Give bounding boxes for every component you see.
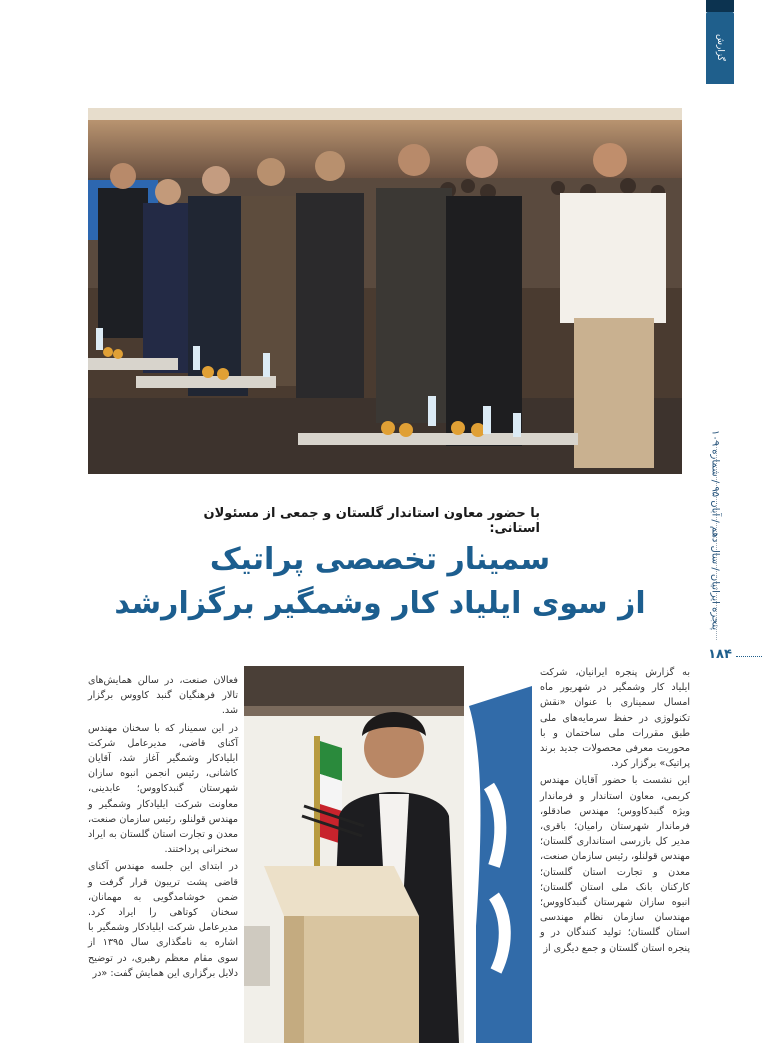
article-title-line2: از سوی ایلیاد کار وشمگیر برگزارشد	[114, 586, 646, 621]
article-title-line1: سمینار تخصصی پراتیک	[209, 542, 551, 577]
paragraph: در ابتدای این جلسه مهندس آکنای قاضی پشت تریبون قرار گرفت و ضمن خوشامدگویی به مهمانان، سخنان کوتاهی را ایراد کرد. مدیرعامل شرکت ایلیادکار وشمگیر با اشاره به نامگذاری سال ۱۳۹۵ از سوی مقام معظم رهبری، در توضیح دلایل برگزاری این همایش گفت: «در	[88, 861, 238, 979]
folio	[704, 430, 726, 630]
article-subhead: با حضور معاون استاندار گلستان و جمعی از مسئولان استانی:	[203, 506, 540, 536]
folio-text: پنجره ایرانیان / سال دهم / آبان ۹۵ / شماره ۱۰۹	[709, 429, 721, 631]
section-tab-cap	[706, 0, 734, 12]
section-label: گزارش	[715, 34, 725, 62]
officials-photo	[88, 108, 682, 474]
body-column-right	[540, 665, 690, 958]
paragraph: به گزارش پنجره ایرانیان، شرکت ایلیاد کار وشمگیر در شهریور ماه امسال سمیناری با عنوان «نقش تکنولوژی در حفظ سرمایه‌های ملی طبق مقررات ملی ساختمان و با محوریت معرفی محصولات جدید برند پراتیک» برگزار کرد.	[540, 667, 690, 770]
paragraph: این نشست با حضور آقایان مهندس کریمی، معاون استاندار و فرماندار ویژه گنبدکاووس؛ مهندس صادقلو، فرماندار شهرستان رامیان؛ باقری، مدیر کل بازرسی استانداری گلستان؛ مهندس قولنلو، رئیس سازمان صنعت، معدن و تجارت استان گلستان؛ کارکنان بانک ملی استان گلستان؛ انبوه سازان شهرستان گنبدکاووس؛ مهندسان سازمان نظام مهندسی استان گلستان؛ تولید کنندگان در و پنجره استان گلستان و جمع دیگری از	[540, 775, 690, 954]
paragraph: فعالان صنعت، در سالن همایش‌های تالار فرهنگیان گنبد کاووس برگزار شد.	[88, 675, 238, 717]
body-column-left	[88, 673, 238, 983]
paragraph: در این سمینار که با سخنان مهندس آکنای قاضی، مدیرعامل شرکت ایلیادکار وشمگیر آغاز شد، آقایان کاشانی، رئیس انجمن انبوه سازان شهرستان گنبدکاووس؛ عابدینی، معاونت شرکت ایلیادکار وشمگیر و مهندس قولنلو، رئیس سازمان صنعت، معدن و تجارت استان گلستان به ایراد سخنرانی پرداختند.	[88, 722, 238, 856]
speaker-photo	[244, 666, 532, 1043]
page-number-rule	[736, 656, 762, 657]
page-number: ۱۸۴	[708, 647, 732, 662]
section-tab	[706, 12, 734, 84]
